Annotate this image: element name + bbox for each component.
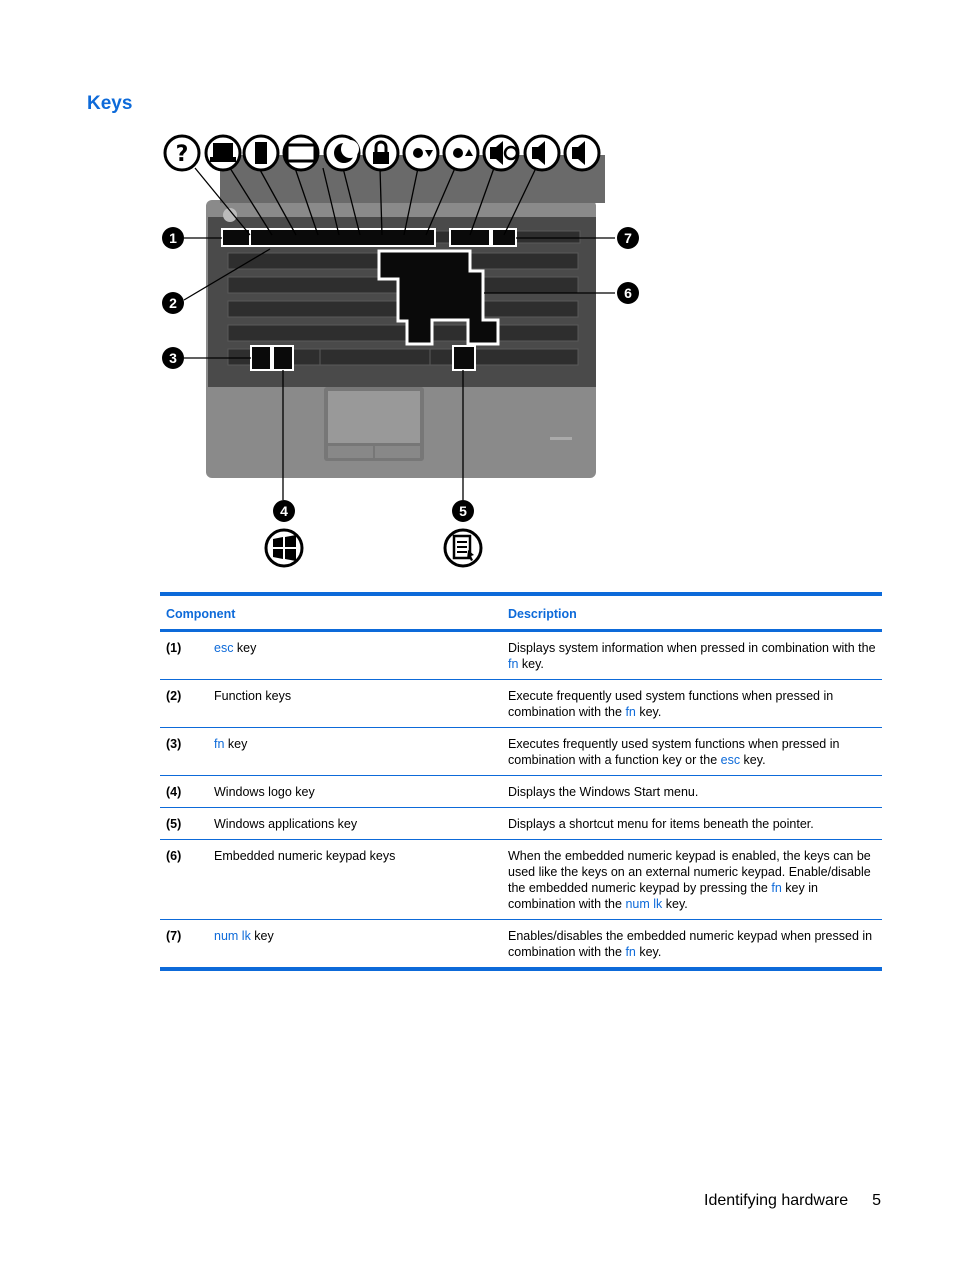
component-description	[502, 808, 882, 840]
key-name-link[interactable]: esc	[720, 753, 741, 767]
svg-text:1: 1	[169, 230, 177, 246]
page-footer	[704, 1192, 881, 1210]
component-description	[502, 680, 882, 728]
svg-text:7: 7	[624, 230, 632, 246]
component-description	[502, 840, 882, 920]
key-name-link[interactable]: esc	[214, 641, 234, 655]
text-run: When the embedded numeric keypad is enabled, the keys can be used like the keys on an external numeric keypad. Enable/disable the embedded numeric keypad by pressing the	[508, 849, 871, 895]
key-name-link[interactable]: fn	[214, 737, 225, 751]
key-name-link[interactable]: fn	[625, 945, 636, 959]
text-run: key	[233, 641, 257, 655]
component-name	[208, 840, 502, 920]
header-component: Component	[160, 594, 502, 631]
component-description	[502, 631, 882, 680]
component-description	[502, 776, 882, 808]
table-row	[160, 840, 882, 920]
key-name-link[interactable]: num lk	[625, 897, 663, 911]
component-name	[208, 808, 502, 840]
row-number: (4)	[160, 776, 208, 808]
applications-menu-icon	[445, 530, 481, 566]
footer-section-title: Identifying hardware	[704, 1192, 849, 1209]
table-row	[160, 631, 882, 680]
svg-text:2: 2	[169, 295, 177, 311]
svg-text:6: 6	[624, 285, 632, 301]
key-name-link[interactable]: fn	[625, 705, 636, 719]
text-run: Windows logo key	[214, 785, 315, 799]
svg-text:5: 5	[459, 503, 467, 519]
text-run: Displays the Windows Start menu.	[508, 785, 699, 799]
text-run: Displays system information when pressed in combination with the	[508, 641, 876, 655]
text-run: Displays a shortcut menu for items beneath the pointer.	[508, 817, 814, 831]
text-run: Enables/disables the embedded numeric keypad when pressed in combination with the	[508, 929, 873, 959]
component-name	[208, 728, 502, 776]
key-name-link[interactable]: num lk	[214, 929, 251, 943]
text-run: key.	[635, 705, 662, 719]
table-row	[160, 680, 882, 728]
text-run: Executes frequently used system functions when pressed in combination with a function key or the	[508, 737, 840, 767]
display-icon	[284, 136, 318, 170]
row-number: (2)	[160, 680, 208, 728]
component-description	[502, 728, 882, 776]
text-run: key.	[662, 897, 688, 911]
text-run: key.	[740, 753, 766, 767]
text-run: key	[250, 929, 274, 943]
components-table	[160, 592, 882, 971]
component-name	[208, 680, 502, 728]
section-heading: Keys	[87, 93, 133, 114]
row-number: (7)	[166, 929, 182, 943]
table-row	[160, 728, 882, 776]
text-run: Execute frequently used system functions when pressed in combination with the	[508, 689, 834, 719]
svg-text:?: ?	[175, 142, 189, 167]
component-name	[208, 631, 502, 680]
keyboard-illustration	[150, 125, 650, 575]
component-name	[208, 776, 502, 808]
header-description: Description	[502, 594, 882, 631]
component-description	[502, 920, 882, 970]
svg-text:4: 4	[280, 503, 288, 519]
key-name-link[interactable]: fn	[508, 657, 519, 671]
windows-logo-icon	[266, 530, 302, 566]
row-number: (3)	[160, 728, 208, 776]
text-run: key in combination with the	[508, 881, 818, 911]
row-number: (5)	[160, 808, 208, 840]
key-name-link[interactable]: fn	[771, 881, 782, 895]
text-run: key.	[635, 945, 662, 959]
svg-text:3: 3	[169, 350, 177, 366]
text-run: key	[224, 737, 248, 751]
text-run: Embedded numeric keypad keys	[214, 849, 396, 863]
row-number: (1)	[160, 631, 208, 680]
text-run: key.	[518, 657, 544, 671]
table-row	[160, 776, 882, 808]
component-name	[208, 920, 502, 970]
table-header-row	[160, 594, 882, 631]
table-row	[160, 920, 882, 970]
table-row	[160, 808, 882, 840]
text-run: Function keys	[214, 689, 292, 703]
row-number: (6)	[160, 840, 208, 920]
page-number: 5	[872, 1192, 881, 1209]
text-run: Windows applications key	[214, 817, 358, 831]
